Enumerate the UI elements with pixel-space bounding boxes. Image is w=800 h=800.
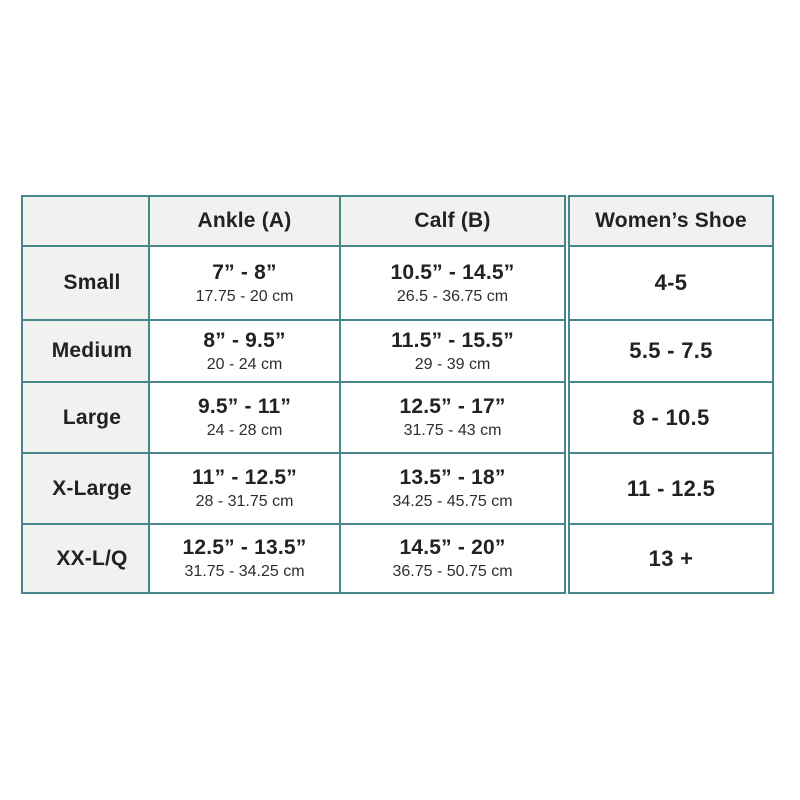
calf-inches: 14.5” - 20” xyxy=(399,536,506,559)
ankle-cell xyxy=(149,320,340,382)
col-header-womens-shoe: Women’s Shoe xyxy=(567,196,773,246)
calf-inches: 10.5” - 14.5” xyxy=(390,260,515,284)
size-chart-table xyxy=(21,195,774,594)
shoe-size-cell: 4-5 xyxy=(567,246,773,320)
ankle-cell xyxy=(149,246,340,320)
shoe-size-cell: 11 - 12.5 xyxy=(567,453,773,524)
size-label: Large xyxy=(22,382,149,453)
ankle-cm: 28 - 31.75 cm xyxy=(195,493,294,510)
calf-cell xyxy=(340,382,567,453)
shoe-size-cell: 13 + xyxy=(567,524,773,593)
col-header-ankle: Ankle (A) xyxy=(149,196,340,246)
col-header-calf: Calf (B) xyxy=(340,196,567,246)
size-label: Medium xyxy=(22,320,149,382)
calf-cm: 36.75 - 50.75 cm xyxy=(392,563,513,580)
size-label: X-Large xyxy=(22,453,149,524)
ankle-cell xyxy=(149,453,340,524)
calf-cell xyxy=(340,453,567,524)
shoe-size-cell: 8 - 10.5 xyxy=(567,382,773,453)
ankle-cell xyxy=(149,524,340,593)
calf-cell xyxy=(340,524,567,593)
calf-cm: 26.5 - 36.75 cm xyxy=(396,287,509,305)
calf-cm: 31.75 - 43 cm xyxy=(403,422,502,439)
table-row-xx-l-q xyxy=(22,524,773,593)
calf-inches: 12.5” - 17” xyxy=(399,395,506,418)
calf-cm: 29 - 39 cm xyxy=(414,355,491,373)
size-label: Small xyxy=(22,246,149,320)
ankle-inches: 12.5” - 13.5” xyxy=(182,536,307,559)
ankle-cell xyxy=(149,382,340,453)
size-label: XX-L/Q xyxy=(22,524,149,593)
ankle-cm: 20 - 24 cm xyxy=(206,355,283,373)
calf-cm: 34.25 - 45.75 cm xyxy=(392,493,513,510)
ankle-inches: 7” - 8” xyxy=(212,260,277,284)
table-row-large xyxy=(22,382,773,453)
table-row-x-large xyxy=(22,453,773,524)
shoe-size-cell: 5.5 - 7.5 xyxy=(567,320,773,382)
ankle-inches: 8” - 9.5” xyxy=(203,328,286,352)
table-row-medium xyxy=(22,320,773,382)
ankle-cm: 17.75 - 20 cm xyxy=(195,287,294,305)
corner-cell xyxy=(22,196,149,246)
table-row-small xyxy=(22,246,773,320)
header-row xyxy=(22,196,773,246)
calf-inches: 11.5” - 15.5” xyxy=(391,328,514,352)
calf-cell xyxy=(340,320,567,382)
ankle-inches: 9.5” - 11” xyxy=(197,395,292,418)
calf-cell xyxy=(340,246,567,320)
ankle-cm: 24 - 28 cm xyxy=(206,422,283,439)
ankle-inches: 11” - 12.5” xyxy=(192,466,297,489)
calf-inches: 13.5” - 18” xyxy=(399,466,506,489)
ankle-cm: 31.75 - 34.25 cm xyxy=(184,563,305,580)
